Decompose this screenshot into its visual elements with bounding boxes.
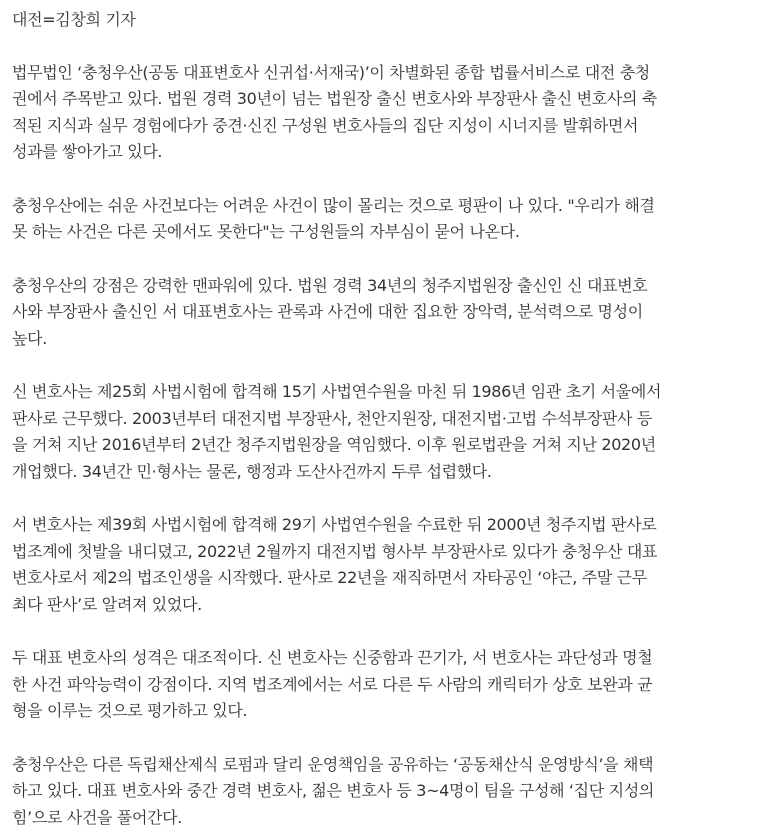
paragraph-operation xyxy=(12,752,752,832)
paragraph-line: 법조계에 첫발을 내디뎠고, 2022년 2월까지 대전지법 형사부 부장판사로 있다가 충청우산 대표 xyxy=(12,541,658,561)
paragraph-intro xyxy=(12,60,752,166)
paragraph-line: 사와 부장판사 출신인 서 대표변호사는 관록과 사건에 대한 집요한 장악력, 분석력으로 명성이 xyxy=(12,302,643,321)
paragraph-line: 높다. xyxy=(12,328,47,348)
byline: 대전=김창희 기자 xyxy=(12,10,136,29)
paragraph-line: 성과를 쌓아가고 있다. xyxy=(12,142,163,161)
paragraph-line: 힘’으로 사건을 풀어간다. xyxy=(12,807,183,827)
paragraph-line: 한 사건 파악능력이 강점이다. 지역 법조계에서는 서로 다른 두 사람의 캐릭터가 상호 보완과 균 xyxy=(12,674,653,694)
paragraph-line: 을 거쳐 지난 2016년부터 2년간 청주지법원장을 역임했다. 이후 원로법관을 거쳐 지난 2020년 xyxy=(12,435,656,454)
paragraph-line: 최다 판사’로 알려져 있었다. xyxy=(12,594,202,614)
paragraph-line: 신 변호사는 제25회 사법시험에 합격해 15기 사법연수원을 마친 뒤 1986년 임관 초기 서울에서 xyxy=(12,382,662,401)
paragraph-line: 충청우산에는 쉬운 사건보다는 어려운 사건이 많이 몰리는 것으로 평판이 나 있다. "우리가 해결 xyxy=(12,195,655,215)
paragraph-reputation xyxy=(12,193,752,246)
paragraph-line: 충청우산의 강점은 강력한 맨파워에 있다. 법원 경력 34년의 청주지법원장 출신인 신 대표변호 xyxy=(12,275,648,295)
paragraph-line: 못 하는 사건은 다른 곳에서도 못한다"는 구성원들의 자부심이 묻어 나온다. xyxy=(12,222,520,241)
paragraph-line: 하고 있다. 대표 변호사와 중간 경력 변호사, 젊은 변호사 등 3~4명이 팀을 구성해 ‘집단 지성의 xyxy=(12,781,654,800)
paragraph-line: 권에서 주목받고 있다. 법원 경력 30년이 넘는 법원장 출신 변호사와 부장판사 출신 변호사의 축 xyxy=(12,89,657,108)
paragraph-line: 서 변호사는 제39회 사법시험에 합격해 29기 사법연수원을 수료한 뒤 2000년 청주지법 판사로 xyxy=(12,515,657,534)
paragraph-line: 개업했다. 34년간 민·형사는 물론, 행정과 도산사건까지 두루 섭렵했다. xyxy=(12,461,492,481)
paragraph-line: 적된 지식과 실무 경험에다가 중견·신진 구성원 변호사들의 집단 지성이 시너지를 발휘하면서 xyxy=(12,115,639,135)
paragraph-personality xyxy=(12,645,752,725)
paragraph-shin-career xyxy=(12,379,752,485)
paragraph-line: 법무법인 ‘충청우산(공동 대표변호사 신귀섭·서재국)’이 차별화된 종합 법률서비스로 대전 충청 xyxy=(12,62,650,82)
paragraph-line: 판사로 근무했다. 2003년부터 대전지법 부장판사, 천안지원장, 대전지법·고법 수석부장판사 등 xyxy=(12,408,652,428)
paragraph-line: 형을 이루는 것으로 평가하고 있다. xyxy=(12,701,248,720)
article-body xyxy=(12,7,752,831)
paragraph-seo-career xyxy=(12,512,752,618)
paragraph-line: 변호사로서 제2의 법조인생을 시작했다. 판사로 22년을 재직하면서 자타공인 ‘야근, 주말 근무 xyxy=(12,568,647,587)
paragraph-line: 두 대표 변호사의 성격은 대조적이다. 신 변호사는 신중함과 끈기가, 서 변호사는 과단성과 명철 xyxy=(12,648,653,667)
paragraph-line: 충청우산은 다른 독립채산제식 로펌과 달리 운영책임을 공유하는 ‘공동채산식 운영방식’을 채택 xyxy=(12,754,654,774)
paragraph-strength xyxy=(12,273,752,353)
